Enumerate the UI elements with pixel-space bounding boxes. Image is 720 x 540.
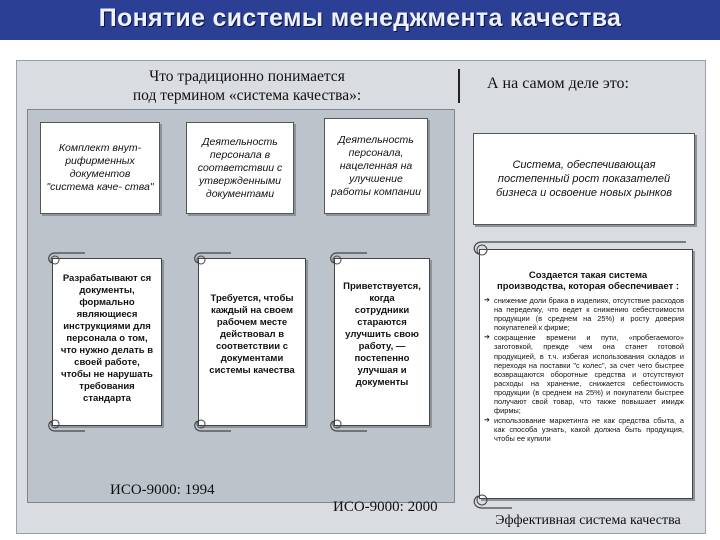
card-activity: Деятельность персонала в соответствии с утвержденными документами [186,122,294,214]
left-header-line2: под термином «система качества»: [132,87,362,104]
scroll-right [334,258,430,426]
big-scroll [479,249,693,499]
traditional-panel [27,109,455,503]
scroll-curl-icon [47,251,87,271]
list-item: ➔ сокращение времени и пути, «пробегаемого» заготовкой, прежде чем она станет готовой продукцией, в т.ч. избегая использования складов и переходя на поставки "с колес", за счет чего быстрее возвращаются оборотные средства и отсутствуют расходы на хранение, снижается себестоимость продукции (в среднем на 25%) и покупатели быстрее получают свой товар, что также повышает имидж фирмы; [484,333,684,415]
card-documents: Комплект внут- рифирменных документов "система каче- ства" [40,122,160,214]
scroll-curl-icon [47,413,87,433]
right-header: А на самом деле это: [487,75,629,92]
left-header-line1: Что традиционно понимается [149,68,345,85]
scroll-curl-icon [193,413,233,433]
benefits-list [484,296,684,445]
iso-1994-label: ИСО-9000: 1994 [110,482,215,498]
scroll-right-text: Приветствуется, когда сотрудники стараются улучшить свою работу, — постепенно улучшая и документы [343,281,421,388]
iso-2000-label: ИСО-9000: 2000 [333,499,438,515]
list-item: ➔ использование маркетинга не как средства сбыта, а как способа узнать, какой должна быть продукция, чтобы ее купили [484,416,684,443]
card-effective-system: Система, обеспечивающая постепенный рост показателей бизнеса и освоение новых рынков [473,133,695,225]
list-item: ➔ снижение доли брака в изделиях, отсутствие расходов на переделку, что ведет к снижению себестоимости продукции (в среднем на 25%) и росту доверия покупателей к фирме; [484,296,684,332]
diagram-frame [16,60,706,534]
scroll-curl-icon [472,488,512,510]
scroll-middle-text: Требуется, чтобы каждый на своем рабочем месте действовал в соответствии с документами системы качества [209,293,295,376]
scroll-curl-icon [329,251,369,271]
scroll-left-text: Разрабатывают ся документы, формально являющиеся инструкциями для персонала о том, что нужно делать в своей работе, чтобы не нарушать требования стандарта [60,273,154,404]
title-bar [0,0,720,44]
big-scroll-title: Создается такая система производства, которая обеспечивает : [496,270,680,292]
left-header [77,67,417,105]
header-divider [458,69,460,103]
scroll-middle [198,258,306,426]
scroll-curl-icon [329,413,369,433]
effective-system-label: Эффективная система качества [495,513,681,528]
scroll-curl-icon [193,251,233,271]
scroll-curl-icon [472,240,686,262]
card-improvement: Деятельность персонала, нацеленная на улучшение работы компании [324,118,428,214]
page-title: Понятие системы менеджмента качества [98,4,622,32]
scroll-left [52,258,162,426]
